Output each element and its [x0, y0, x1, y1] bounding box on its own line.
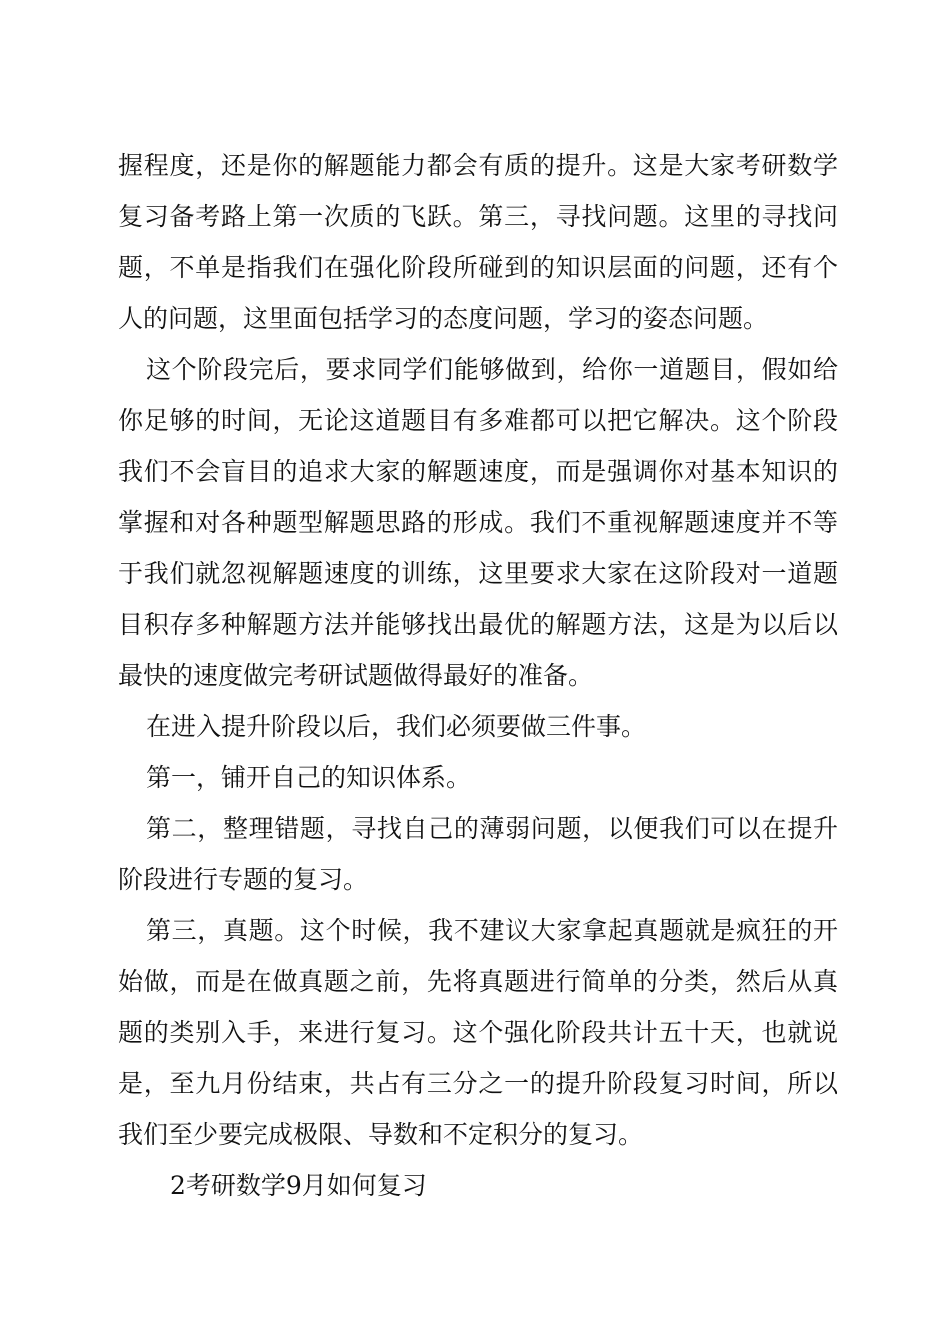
text-line: 掌握和对各种题型解题思路的形成。我们不重视解题速度并不等	[118, 508, 838, 537]
text-line: 是，至九月份结束，共占有三分之一的提升阶段复习时间，所以	[118, 1069, 838, 1098]
text-line: 复习备考路上第一次质的飞跃。第三，寻找问题。这里的寻找问	[118, 202, 838, 231]
text-line: 最快的速度做完考研试题做得最好的准备。	[118, 661, 594, 690]
text-line: 始做，而是在做真题之前，先将真题进行简单的分类，然后从真	[118, 967, 838, 996]
text-line: 第三，真题。这个时候，我不建议大家拿起真题就是疯狂的开	[146, 916, 838, 945]
text-line: 题，不单是指我们在强化阶段所碰到的知识层面的问题，还有个	[118, 253, 838, 282]
text-line: 我们至少要完成极限、导数和不定积分的复习。	[118, 1120, 644, 1149]
text-line: 你足够的时间，无论这道题目有多难都可以把它解决。这个阶段	[118, 406, 838, 435]
section-heading: 2考研数学9月如何复习	[170, 1171, 427, 1200]
text-line: 这个阶段完后，要求同学们能够做到，给你一道题目，假如给	[146, 355, 838, 384]
text-line: 握程度，还是你的解题能力都会有质的提升。这是大家考研数学	[118, 151, 838, 180]
text-line: 题的类别入手，来进行复习。这个强化阶段共计五十天，也就说	[118, 1018, 838, 1047]
text-line: 在进入提升阶段以后，我们必须要做三件事。	[146, 712, 647, 741]
text-line: 我们不会盲目的追求大家的解题速度，而是强调你对基本知识的	[118, 457, 838, 486]
text-line: 阶段进行专题的复习。	[118, 865, 369, 894]
text-line: 第一，铺开自己的知识体系。	[146, 763, 472, 792]
text-line: 目积存多种解题方法并能够找出最优的解题方法，这是为以后以	[118, 610, 838, 639]
text-line: 第二，整理错题，寻找自己的薄弱问题，以便我们可以在提升	[146, 814, 838, 843]
text-line: 人的问题，这里面包括学习的态度问题，学习的姿态问题。	[118, 304, 769, 333]
text-line: 于我们就忽视解题速度的训练，这里要求大家在这阶段对一道题	[118, 559, 838, 588]
